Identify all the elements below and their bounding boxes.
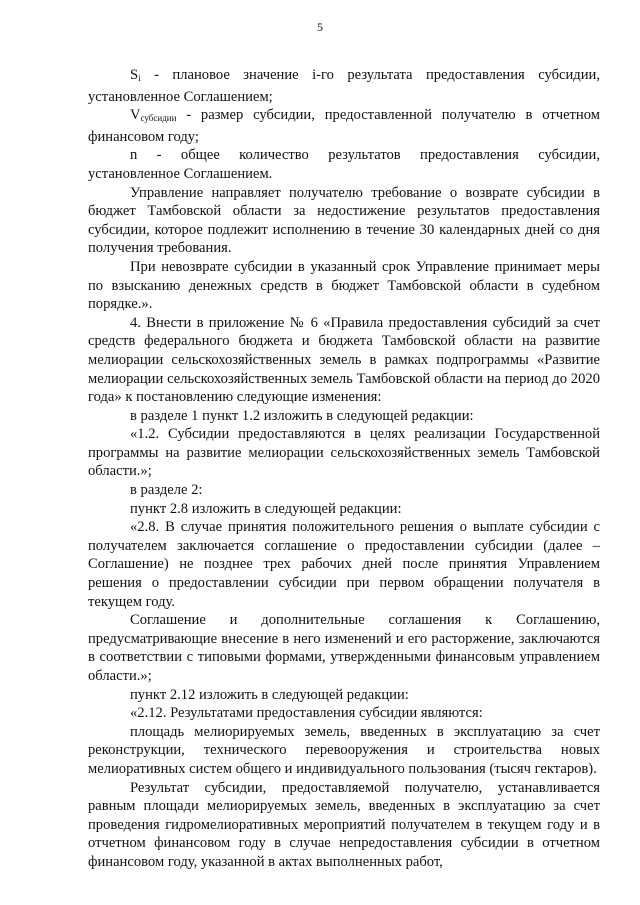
symbol-v: V xyxy=(130,107,141,124)
symbol-subscript: субсидии xyxy=(140,113,177,124)
paragraph-refund-requirement: Управление направляет получателю требование о возврате субсидии в бюджет Тамбовской области за недостижение результатов предоставления субсидии, которое подлежит исполнению в течение 30 календарных дней со дня получения требования. xyxy=(88,184,600,257)
paragraph-text: - плановое значение i-го результата предоставления субсидии, установленное Соглашением; xyxy=(88,67,600,105)
paragraph-point-1-2: «1.2. Субсидии предоставляются в целях реализации Государственной программы на развитие мелиорации сельскохозяйственных земель Тамбовской области.»; xyxy=(88,426,600,480)
paragraph-si-definition xyxy=(88,66,600,106)
paragraph-point-2-12-intro: пункт 2.12 изложить в следующей редакции: xyxy=(130,686,409,703)
paragraph-n-definition xyxy=(88,146,600,183)
paragraph-point-2-12: «2.12. Результатами предоставления субсидии являются: xyxy=(130,705,483,722)
paragraph-text: - размер субсидии, предоставленной получателю в отчетном финансовом году; xyxy=(88,107,600,145)
paragraph-section-1: в разделе 1 пункт 1.2 изложить в следующей редакции: xyxy=(130,407,474,424)
paragraph-item-4: 4. Внести в приложение № 6 «Правила предоставления субсидий за счет средств федерального бюджета и бюджета Тамбовской области на развитие мелиорации сельскохозяйственных земель в рамках подпрограммы «Развитие мелиорации сельскохозяйственных земель Тамбовской области на период до 2020 года» к постановлению следующие изменения: xyxy=(88,314,600,406)
paragraph-section-2: в разделе 2: xyxy=(130,482,203,499)
paragraph-v-definition xyxy=(88,106,600,146)
paragraph-additional-agreements: Соглашение и дополнительные соглашения к Соглашению, предусматривающие внесение в него изменений и его расторжение, заключаются в соответствии с типовыми формами, утвержденными финансовым управлением области.»; xyxy=(88,612,600,684)
paragraph-result: Результат субсидии, предоставляемой получателю, устанавливается равным площади мелиорируемых земель, введенных в эксплуатацию за счет проведения гидромелиоративных мероприятий получателем в текущем году и в отчетном финансовом году в случае непредоставления субсидии в отчетном финансовом году, указанной в актах выполненных работ, xyxy=(88,779,600,870)
paragraph-area: площадь мелиорируемых земель, введенных в эксплуатацию за счет реконструкции, технического перевооружения и строительства новых мелиоративных систем общего и индивидуального пользования (тысяч гектаров). xyxy=(88,723,600,777)
paragraph-non-return: При невозврате субсидии в указанный срок Управление принимает меры по взысканию денежных средств в бюджет Тамбовской области в судебном порядке.». xyxy=(88,258,600,313)
paragraph-text: - общее количество результатов предоставления субсидии, установленное Соглашением. xyxy=(88,147,600,182)
symbol-s: S xyxy=(130,67,139,83)
paragraph-point-2-8: «2.8. В случае принятия положительного решения о выплате субсидии с получателем заключается соглашение о предоставлении субсидии (далее – Соглашение) не позднее трех рабочих дней после принятия Управлением решения о предоставлении субсидии при первом обращении получателя в текущем году. xyxy=(88,519,600,610)
page-number: 5 xyxy=(317,20,323,34)
paragraph-point-2-8-intro: пункт 2.8 изложить в следующей редакции: xyxy=(130,500,402,517)
symbol-n: n xyxy=(130,147,138,164)
symbol-subscript: i xyxy=(138,73,141,83)
document-body xyxy=(88,66,600,872)
